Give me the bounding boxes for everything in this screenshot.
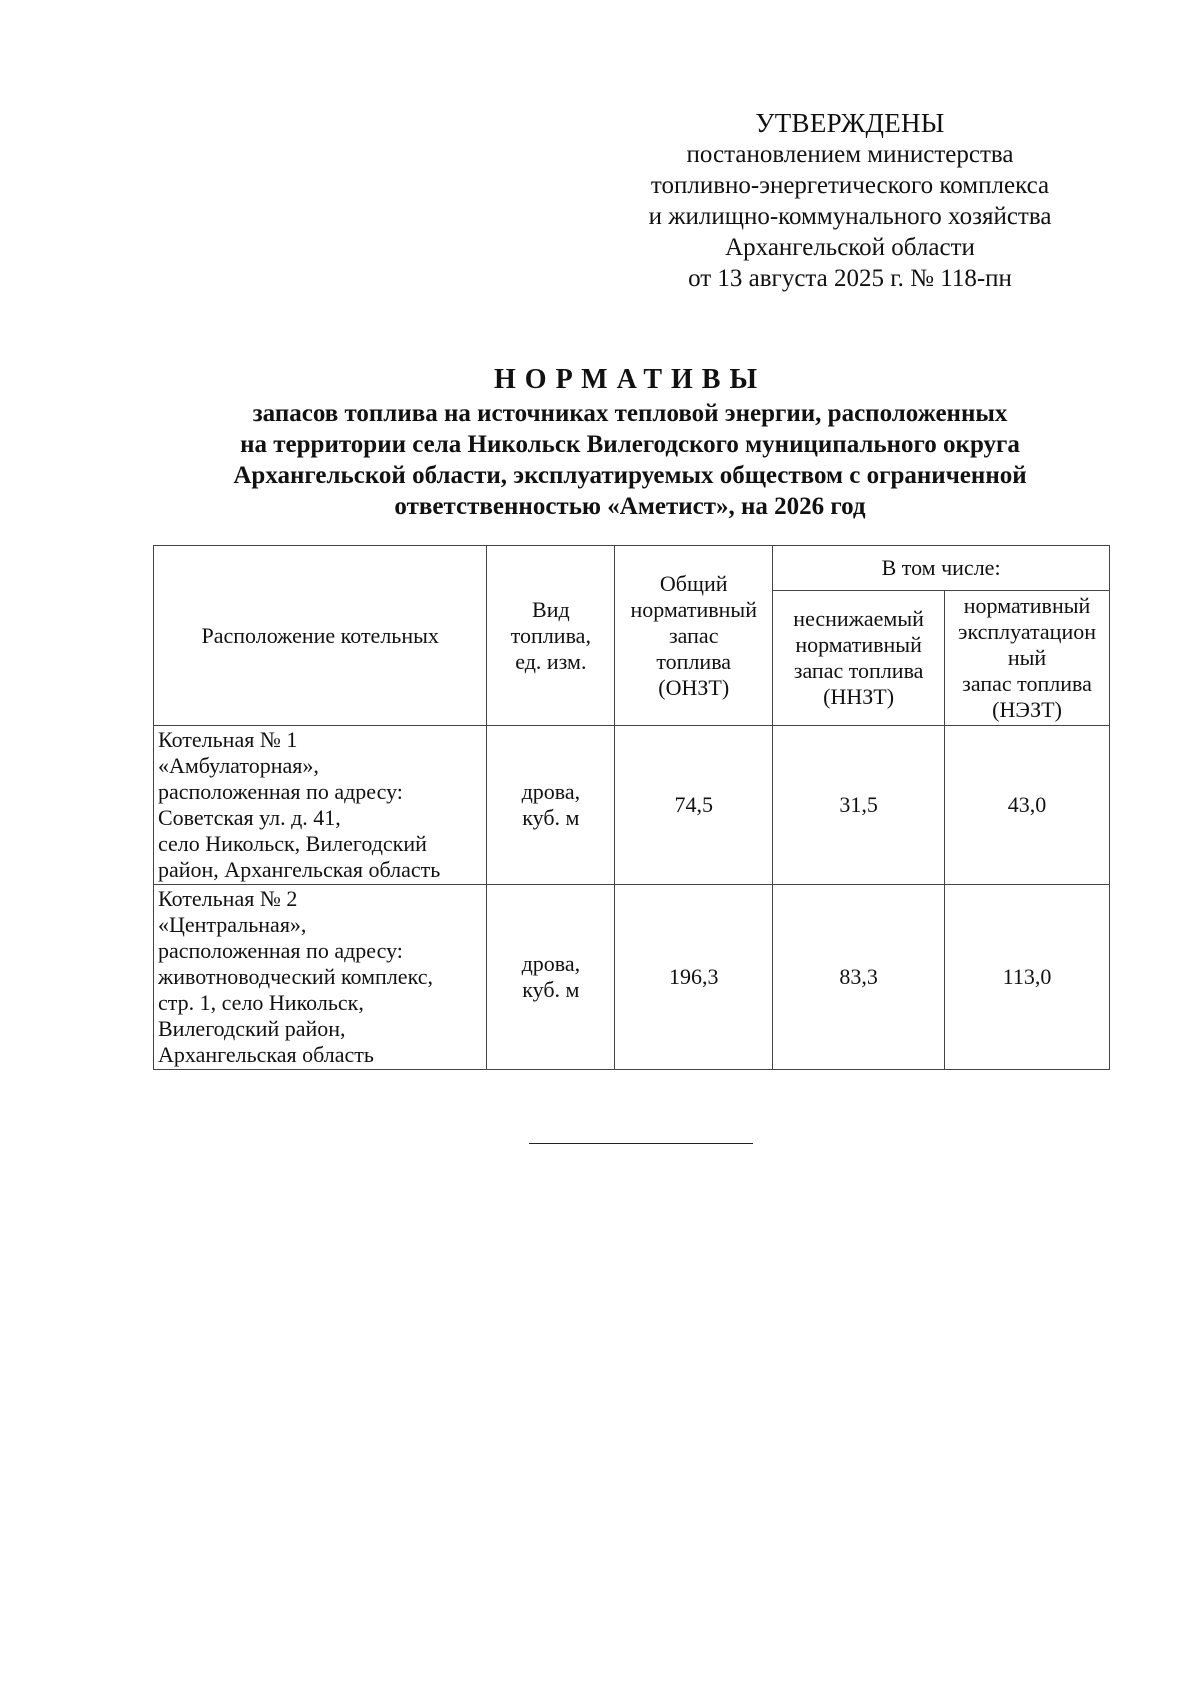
header-location: Расположение котельных <box>154 546 487 726</box>
approval-block <box>600 108 1100 294</box>
approval-heading: УТВЕРЖДЕНЫ <box>755 108 945 138</box>
approval-line: и жилищно-коммунального хозяйства <box>648 203 1052 230</box>
title-main: НОРМАТИВЫ <box>494 364 766 395</box>
approval-line: от 13 августа 2025 г. № 118-пн <box>688 265 1012 292</box>
cell-fuel: дрова, куб. м <box>487 885 615 1070</box>
header-nnzt: неснижаемый нормативный запас топлива (ННЗТ) <box>773 591 945 726</box>
table-row <box>154 885 1110 1070</box>
table-header-row <box>154 546 1110 591</box>
header-nezt: нормативный эксплуатацион ный запас топлива (НЭЗТ) <box>945 591 1110 726</box>
header-total: Общий нормативный запас топлива (ОНЗТ) <box>615 546 773 726</box>
cell-location: Котельная № 1 «Амбулаторная», расположенная по адресу: Советская ул. д. 41, село Никольск, Вилегодский район, Архангельская область <box>154 726 487 885</box>
cell-nnzt: 31,5 <box>773 726 945 885</box>
cell-nezt: 113,0 <box>945 885 1110 1070</box>
cell-fuel: дрова, куб. м <box>487 726 615 885</box>
norms-table <box>153 545 1110 1070</box>
approval-line: Архангельской области <box>725 234 975 261</box>
header-fuel: Вид топлива, ед. изм. <box>487 546 615 726</box>
cell-total: 196,3 <box>615 885 773 1070</box>
cell-nezt: 43,0 <box>945 726 1110 885</box>
cell-location: Котельная № 2 «Центральная», расположенная по адресу: животноводческий комплекс, стр. 1, село Никольск, Вилегодский район, Архангельская область <box>154 885 487 1070</box>
title-subtitle: запасов топлива на источниках тепловой энергии, расположенных на территории села Никольск Вилегодского муниципального округа Архангельской области, эксплуатируемых обществом с ограниченной ответственностью «Аметист», на 2026 год <box>233 400 1027 520</box>
document-title <box>130 362 1130 522</box>
approval-line: топливно-энергетического комплекса <box>650 172 1050 199</box>
header-including: В том числе: <box>773 546 1110 591</box>
end-divider <box>529 1143 753 1144</box>
cell-nnzt: 83,3 <box>773 885 945 1070</box>
cell-total: 74,5 <box>615 726 773 885</box>
table-row <box>154 726 1110 885</box>
approval-line: постановлением министерства <box>686 141 1014 168</box>
